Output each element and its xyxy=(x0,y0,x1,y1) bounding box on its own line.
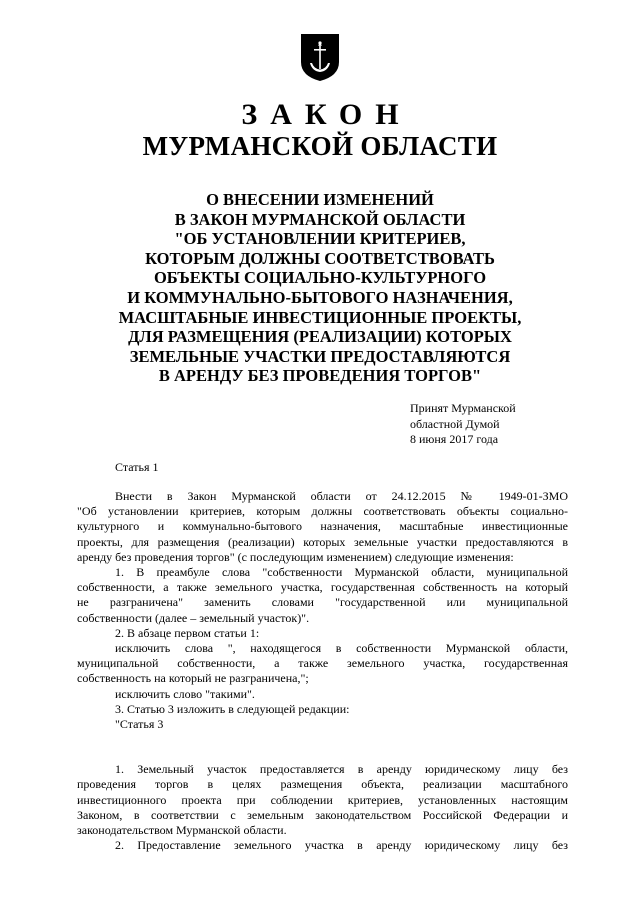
subtitle-line: О ВНЕСЕНИИ ИЗМЕНЕНИЙ xyxy=(206,190,434,209)
adoption-line: Принят Мурманской xyxy=(410,401,516,415)
subtitle-line: В ЗАКОН МУРМАНСКОЙ ОБЛАСТИ xyxy=(174,209,466,229)
body-line: 3. Статью 3 изложить в следующей редакции: xyxy=(115,701,350,716)
body-line: собственности (далее – земельный участок)". xyxy=(77,610,310,625)
coat-of-arms-emblem xyxy=(299,32,341,82)
body-line: Законом, в соответствии с земельным законодательством Российской Федерации и xyxy=(77,807,568,822)
subtitle-line: "ОБ УСТАНОВЛЕНИИ КРИТЕРИЕВ, xyxy=(174,229,466,249)
subtitle-line: ЗЕМЕЛЬНЫЕ УЧАСТКИ ПРЕДОСТАВЛЯЮТСЯ xyxy=(129,346,511,366)
region-title: МУРМАНСКОЙ ОБЛАСТИ xyxy=(142,131,498,161)
subtitle-line: ДЛЯ РАЗМЕЩЕНИЯ (РЕАЛИЗАЦИИ) КОТОРЫХ xyxy=(128,327,512,347)
article-body xyxy=(77,489,568,853)
body-line: 2. Предоставление земельного участка в аренду юридическому лицу без xyxy=(115,838,568,853)
body-line: собственности, а также земельного участка, государственная собственность на который xyxy=(77,580,568,595)
body-line: исключить слова ", находящегося в собственности Мурманской области, xyxy=(115,641,568,656)
paragraph-gap xyxy=(77,732,568,762)
body-line: 2. В абзаце первом статьи 1: xyxy=(115,625,260,640)
subtitle-line: МАСШТАБНЫЕ ИНВЕСТИЦИОННЫЕ ПРОЕКТЫ, xyxy=(118,307,522,327)
subtitle-line: В АРЕНДУ БЕЗ ПРОВЕДЕНИЯ ТОРГОВ" xyxy=(158,366,482,386)
body-line: 1. Земельный участок предоставляется в аренду юридическому лицу без xyxy=(115,762,568,777)
body-line: проекты, для размещения (реализации) которых земельные участки предоставляются в xyxy=(77,534,568,549)
quoted-article-heading: "Статья 3 xyxy=(115,717,164,732)
body-line: Внести в Закон Мурманской области от 24.12.2015 № 1949-01-ЗМО xyxy=(115,489,568,503)
body-line: законодательством Мурманской области. xyxy=(77,823,287,838)
body-line: инвестиционного проекта при соблюдении критериев, установленных настоящим xyxy=(77,792,568,807)
body-line: "Об установлении критериев, которым должны соответствовать объекты социально- xyxy=(77,504,568,519)
body-line: не разграничена" заменить словами "государственной или муниципальной xyxy=(77,595,568,610)
law-subtitle xyxy=(60,190,580,386)
body-line: муниципальной собственности, а также земельного участка, государственная xyxy=(77,656,568,671)
body-line: 1. В преамбуле слова "собственности Мурманской области, муниципальной xyxy=(115,565,568,580)
adoption-note xyxy=(410,401,516,448)
body-line: аренду без проведения торгов" (с последующим изменением) следующие изменения: xyxy=(77,549,514,564)
subtitle-line: ОБЪЕКТЫ СОЦИАЛЬНО-КУЛЬТУРНОГО xyxy=(153,268,487,288)
article-heading: Статья 1 xyxy=(115,460,159,474)
body-line: проведения торгов в целях размещения объекта, реализации масштабного xyxy=(77,777,568,792)
law-title: ЗАКОН xyxy=(241,98,412,131)
adoption-date: 8 июня 2017 года xyxy=(410,432,499,446)
body-line: культурного и коммунально-бытового назначения, масштабные инвестиционные xyxy=(77,519,568,534)
adoption-line: областной Думой xyxy=(410,416,500,431)
subtitle-line: И КОММУНАЛЬНО-БЫТОВОГО НАЗНАЧЕНИЯ, xyxy=(127,287,513,307)
body-line: исключить слово "такими". xyxy=(115,686,255,701)
subtitle-line: КОТОРЫМ ДОЛЖНЫ СООТВЕТСТВОВАТЬ xyxy=(145,248,495,268)
body-line: собственность на который не разграничена,"; xyxy=(77,671,309,686)
